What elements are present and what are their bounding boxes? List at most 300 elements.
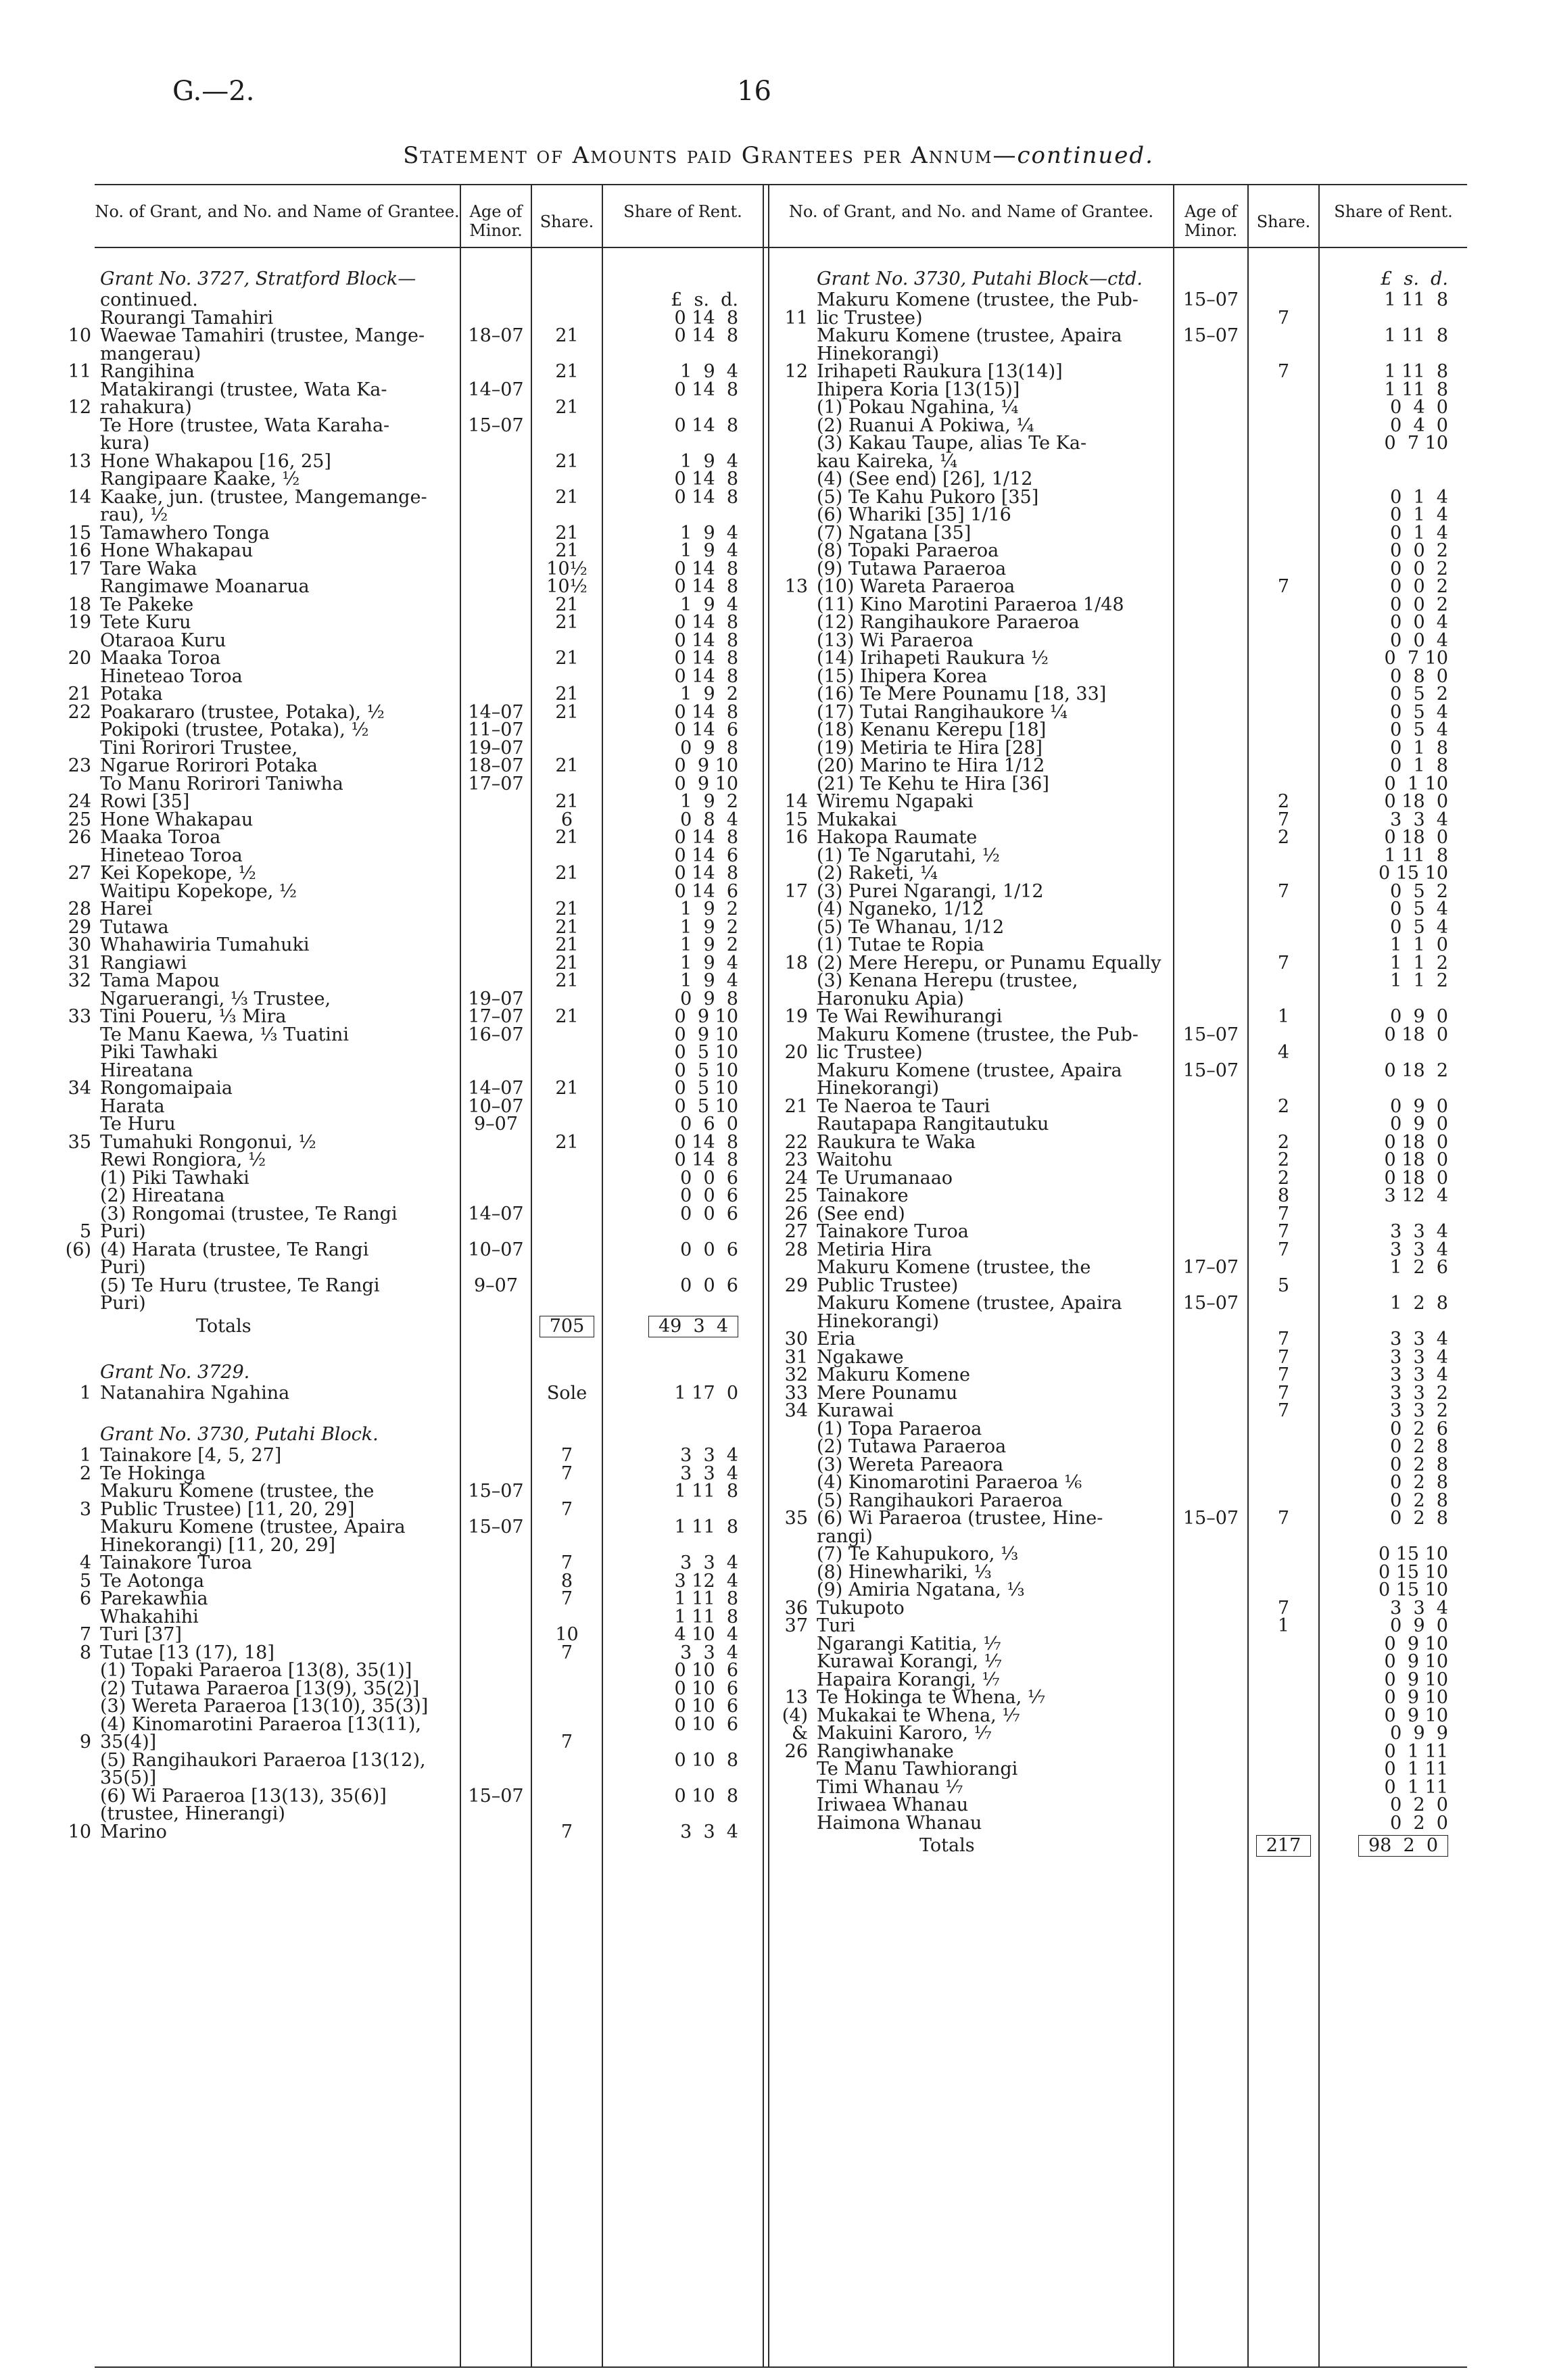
- rent-value: 0 2 0: [1390, 1794, 1448, 1815]
- rent-value: 0 14 8: [674, 827, 738, 848]
- minor-age: 14–07: [468, 1203, 524, 1224]
- table-row: [771, 829, 1467, 847]
- table-row: [771, 1366, 1467, 1385]
- share-value: 7: [1277, 1239, 1290, 1260]
- grantee-name: Makuru Komene (trustee, the: [100, 1481, 375, 1502]
- grantee-name: Harei: [100, 899, 153, 920]
- grantee-name: (16) Te Mere Pounamu [18, 33]: [817, 684, 1107, 705]
- rent-value: 0 14 6: [674, 719, 738, 740]
- grantee-name: 35(4)]: [100, 1732, 157, 1753]
- grantee-name: Tama Mapou: [100, 970, 220, 991]
- rent-value: 1 1 2: [1390, 952, 1448, 974]
- table-row: [771, 1008, 1467, 1026]
- table-row: [54, 1295, 761, 1313]
- grantee-name: Tare Waka: [100, 558, 197, 579]
- table-row: [771, 1310, 1467, 1332]
- share-value: 7: [1277, 361, 1290, 382]
- table-row: [54, 578, 761, 596]
- grantee-name: (3) Rongomai (trustee, Te Rangi: [100, 1203, 398, 1224]
- rent-value: 0 1 4: [1390, 522, 1448, 544]
- rent-value: 0 14 8: [674, 379, 738, 400]
- rent-value: 1 11 8: [674, 1517, 738, 1538]
- table-row: [771, 542, 1467, 561]
- grantee-name: Puri): [100, 1293, 146, 1314]
- grantee-name: lic Trustee): [817, 307, 923, 329]
- grant-number: 18: [68, 594, 91, 615]
- share-value: 7: [1277, 880, 1290, 902]
- minor-age: 19–07: [468, 988, 524, 1009]
- grant-number: 29: [784, 1275, 808, 1296]
- table-row: [771, 1187, 1467, 1206]
- minor-age: 15–07: [1182, 1508, 1239, 1529]
- grantee-name: (1) Topa Paraeroa: [817, 1418, 982, 1439]
- grantee-name: Tini Rorirori Trustee,: [100, 737, 298, 759]
- grant-number: 31: [68, 952, 91, 974]
- table-row: [54, 1662, 761, 1680]
- grantee-name: continued.: [100, 289, 198, 310]
- rent-value: 1 9 2: [680, 934, 738, 955]
- grantee-name: (5) Te Whanau, 1/12: [817, 916, 1005, 938]
- grantee-name: Ngarue Rorirori Potaka: [100, 755, 318, 776]
- minor-age: 15–07: [468, 1517, 524, 1538]
- rent-value: 49 3 4: [603, 1313, 738, 1340]
- grant-number: 20: [68, 648, 91, 669]
- rent-value: 1 1 2: [1390, 970, 1448, 991]
- share-value: Sole: [546, 1382, 588, 1404]
- table-row: [54, 936, 761, 955]
- left-col-head-age: Age of Minor.: [469, 202, 523, 240]
- rent-value: 3 3 4: [1390, 1239, 1448, 1260]
- grantee-name: (5) Rangihaukori Paraeroa: [817, 1490, 1063, 1511]
- grantee-name: Poakararo (trustee, Potaka), ½: [100, 701, 385, 723]
- grant-number: 15: [68, 522, 91, 544]
- rent-value: 3 3 4: [680, 1821, 738, 1842]
- rent-value: 0 1 4: [1390, 486, 1448, 508]
- table-row: [771, 435, 1467, 453]
- rent-value: 0 14 8: [674, 307, 738, 329]
- minor-age: 15–07: [1182, 1024, 1239, 1045]
- grantee-name: Makuru Komene (trustee, the Pub-: [817, 289, 1139, 310]
- rent-value: 1 11 8: [674, 1588, 738, 1609]
- grantee-name: Makuru Komene (trustee, the: [817, 1257, 1091, 1278]
- grantee-name: (2) Hireatana: [100, 1185, 225, 1206]
- grantee-name: Makuru Komene (trustee, Apaira: [100, 1517, 406, 1538]
- grantee-name: Grant No. 3729.: [100, 1361, 250, 1383]
- rent-value: 3 3 4: [1390, 1221, 1448, 1242]
- grant-number: 5: [79, 1570, 91, 1592]
- rent-value: 1 1 0: [1390, 934, 1448, 955]
- table-row: [54, 1044, 761, 1062]
- table-row: [54, 399, 761, 417]
- table-row: [771, 1151, 1467, 1170]
- rent-value: 0 0 4: [1390, 612, 1448, 633]
- grantee-name: (5) Te Kahu Pukoro [35]: [817, 486, 1039, 508]
- rent-value: 0 5 10: [674, 1042, 738, 1063]
- grantee-name: (4) Harata (trustee, Te Rangi: [100, 1239, 369, 1260]
- grantee-name: (20) Marino te Hira 1/12: [817, 755, 1045, 776]
- share-value: 7: [1277, 1329, 1290, 1350]
- grantee-name: Piki Tawhaki: [100, 1042, 218, 1063]
- rent-value: 0 14 8: [674, 469, 738, 490]
- grant-number: 32: [68, 970, 91, 991]
- grant-number: 16: [68, 540, 91, 561]
- rent-value: 0 7 10: [1384, 648, 1448, 669]
- share-value: 21: [555, 612, 579, 633]
- table-row: [54, 1360, 761, 1385]
- share-value: 7: [1277, 1203, 1290, 1224]
- grantee-name: Maaka Toroa: [100, 827, 221, 848]
- minor-age: 15–07: [468, 1481, 524, 1502]
- grantee-name: (2) Ruanui A Pokiwa, ¼: [817, 414, 1034, 436]
- minor-age: 11–07: [468, 719, 524, 740]
- grant-number: 36: [784, 1597, 808, 1619]
- grantee-name: Kurawai: [817, 1400, 894, 1421]
- grant-number: 14: [784, 791, 808, 812]
- grantee-name: Makuru Komene (trustee, the Pub-: [817, 1024, 1139, 1045]
- grantee-name: To Manu Rorirori Taniwha: [100, 773, 343, 794]
- grantee-name: (7) Te Kahupukoro, ⅓: [817, 1544, 1019, 1565]
- grantee-name: lic Trustee): [817, 1042, 923, 1063]
- grantee-name: rau), ½: [100, 504, 168, 525]
- grantee-name: Rautapapa Rangitautuku: [817, 1114, 1049, 1135]
- rent-value: 3 3 2: [1390, 1400, 1448, 1421]
- rent-value: 0 9 0: [1390, 1615, 1448, 1636]
- table-row: [54, 414, 761, 436]
- table-row: [771, 757, 1467, 776]
- grantee-name: Hinekorangi) [11, 20, 29]: [100, 1534, 336, 1556]
- grantee-name: (3) Kenana Herepu (trustee,: [817, 970, 1078, 991]
- grantee-name: Rangiawi: [100, 952, 187, 974]
- grantee-name: (15) Ihipera Korea: [817, 665, 988, 687]
- table-row: [771, 936, 1467, 955]
- rent-value: 1 11 8: [1384, 379, 1448, 400]
- grantee-name: Grant No. 3730, Putahi Block.: [100, 1424, 379, 1445]
- grantee-name: (1) Topaki Paraeroa [13(8), 35(1)]: [100, 1660, 412, 1681]
- grantee-name: (18) Kenanu Kerepu [18]: [817, 719, 1047, 740]
- table-row: [54, 1277, 761, 1295]
- top-rule: [95, 184, 1467, 185]
- grantee-name: (3) Wereta Pareaora: [817, 1454, 1004, 1475]
- rent-value: 0 1 8: [1390, 737, 1448, 759]
- share-value: 21: [555, 791, 579, 812]
- grantee-name: Mukakai: [817, 809, 897, 830]
- grantee-name: Harata: [100, 1095, 165, 1117]
- share-value: 8: [1277, 1185, 1290, 1206]
- grantee-name: Tete Kuru: [100, 612, 191, 633]
- rent-value: 0 0 6: [680, 1239, 738, 1260]
- grantee-name: Tainakore: [817, 1185, 909, 1206]
- rent-value: 98 2 0: [1320, 1832, 1448, 1859]
- table-row: [54, 880, 761, 902]
- rent-value: 0 6 0: [680, 1114, 738, 1135]
- grant-number: 33: [784, 1382, 808, 1404]
- rent-value: 0 9 10: [1384, 1633, 1448, 1655]
- share-value: 21: [555, 540, 579, 561]
- grantee-name: Kei Kopekope, ½: [100, 863, 256, 884]
- rent-value: 0 14 8: [674, 1131, 738, 1153]
- right-col-head-name: No. of Grant, and No. and Name of Grantee.: [788, 202, 1154, 221]
- rent-value: 0 18 0: [1384, 1024, 1448, 1045]
- rent-value: 0 9 0: [1390, 1006, 1448, 1027]
- grant-number: 1: [79, 1445, 91, 1466]
- grantee-name: Te Wai Rewihurangi: [817, 1006, 1003, 1027]
- grant-number: 28: [68, 899, 91, 920]
- table-row: [771, 1331, 1467, 1349]
- share-value: 217: [1249, 1832, 1318, 1859]
- rent-value: 0 1 11: [1384, 1740, 1448, 1762]
- table-row: [771, 1259, 1467, 1277]
- table-row: [54, 1821, 761, 1842]
- table-row: [771, 686, 1467, 704]
- share-value: 7: [560, 1462, 573, 1484]
- grantee-name: Waitipu Kopekope, ½: [100, 880, 297, 902]
- grantee-name: Haimona Whanau: [817, 1812, 982, 1834]
- rent-value: 0 7 10: [1384, 433, 1448, 454]
- grantee-name: Makuru Komene (trustee, Apaira: [817, 1060, 1122, 1081]
- grant-number: 11: [784, 307, 808, 329]
- grant-number: 25: [68, 809, 91, 830]
- table-row: [54, 829, 761, 847]
- grantee-name: Waewae Tamahiri (trustee, Mange-: [100, 325, 425, 346]
- grantee-name: (1) Tutae te Ropia: [817, 934, 984, 955]
- rent-value: 0 9 10: [674, 773, 738, 794]
- grantee-name: Timi Whanau ⅐: [817, 1776, 963, 1798]
- grant-number: 6: [79, 1588, 91, 1609]
- bottom-rule: [95, 2366, 1467, 2368]
- grant-number: 17: [784, 880, 808, 902]
- grantee-name: Hinekorangi): [817, 1310, 940, 1332]
- grantee-name: Tumahuki Rongonui, ½: [100, 1131, 316, 1153]
- grantee-name: Iriwaea Whanau: [817, 1794, 969, 1815]
- table-row: [54, 471, 761, 489]
- share-value: 2: [1277, 1131, 1290, 1153]
- grantee-name: Puri): [100, 1257, 146, 1278]
- grantee-name: (9) Amiria Ngatana, ⅓: [817, 1579, 1025, 1600]
- rent-value: 0 9 10: [674, 1024, 738, 1045]
- grantee-name: (8) Hinewhariki, ⅓: [817, 1561, 992, 1583]
- table-row: [54, 1483, 761, 1501]
- right-col-head-age: Age of Minor.: [1184, 202, 1238, 240]
- rent-value: 0 14 8: [674, 612, 738, 633]
- share-value: 21: [555, 755, 579, 776]
- minor-age: 15–07: [1182, 1293, 1239, 1314]
- left-col-head-name: No. of Grant, and No. and Name of Grantee.: [95, 202, 460, 221]
- grantee-name: Rewi Rongiora, ½: [100, 1149, 266, 1170]
- share-value: 7: [1277, 1346, 1290, 1368]
- table-row: [771, 1116, 1467, 1134]
- table-row: [54, 1749, 761, 1771]
- grantee-name: Te Urumanaao: [817, 1167, 953, 1189]
- grantee-name: Mukakai te Whena, ⅐: [817, 1705, 1020, 1726]
- table-row: [54, 972, 761, 991]
- rent-value: 3 12 4: [1384, 1185, 1448, 1206]
- grant-number: 34: [784, 1400, 808, 1421]
- share-value: 7: [560, 1732, 573, 1753]
- table-row: [54, 865, 761, 883]
- table-row: [771, 1223, 1467, 1241]
- table-row: [54, 793, 761, 811]
- share-value: 5: [1277, 1275, 1290, 1296]
- share-value: 21: [555, 325, 579, 346]
- rent-value: 1 9 4: [680, 450, 738, 472]
- table-row: [54, 1805, 761, 1824]
- rent-value: 0 2 8: [1390, 1436, 1448, 1457]
- share-value: 7: [1277, 1597, 1290, 1619]
- grantee-name: Kurawai Korangi, ⅐: [817, 1651, 1002, 1672]
- rent-value: 0 4 0: [1390, 397, 1448, 418]
- grant-number: 34: [68, 1078, 91, 1099]
- rent-value: 1 9 2: [680, 791, 738, 812]
- grantee-name: Makuru Komene (trustee, Apaira: [817, 325, 1122, 346]
- table-row: [54, 363, 761, 381]
- grantee-name: Hinekorangi): [817, 343, 940, 364]
- table-row: [54, 506, 761, 525]
- grant-number: 14: [68, 486, 91, 508]
- minor-age: 15–07: [468, 1785, 524, 1807]
- table-row: [54, 650, 761, 668]
- share-value: 21: [555, 684, 579, 705]
- table-row: [771, 506, 1467, 525]
- rent-value: 0 14 8: [674, 648, 738, 669]
- grantee-name: Natanahira Ngahina: [100, 1382, 290, 1404]
- table-row: [54, 1713, 761, 1735]
- rent-value: 0 14 8: [674, 629, 738, 651]
- rent-value: 0 15 10: [1378, 1579, 1448, 1600]
- grantee-name: Turi [37]: [100, 1624, 182, 1645]
- grantee-name: Whakahihi: [100, 1606, 199, 1627]
- grantee-name: (4) Kinomarotini Paraeroa [13(11),: [100, 1713, 422, 1735]
- grant-number: 12: [68, 397, 91, 418]
- grantee-name: Tutae [13 (17), 18]: [100, 1642, 274, 1663]
- rent-value: 0 9 10: [1384, 1705, 1448, 1726]
- share-value: 7: [1277, 1382, 1290, 1404]
- grant-number: 27: [784, 1221, 808, 1242]
- table-row: [54, 1554, 761, 1573]
- grantee-name: Rangipaare Kaake, ½: [100, 469, 300, 490]
- table-row: [771, 291, 1467, 310]
- grantee-name: Hone Whakapou [16, 25]: [100, 450, 331, 472]
- grantee-name: Tini Poueru, ⅓ Mira: [100, 1006, 287, 1027]
- table-row: [771, 1510, 1467, 1528]
- grant-number: 37: [784, 1615, 808, 1636]
- rent-value: 0 1 11: [1384, 1759, 1448, 1780]
- share-value: 10: [555, 1624, 579, 1645]
- grantee-name: (8) Topaki Paraeroa: [817, 540, 999, 561]
- grantee-name: (12) Rangihaukore Paraeroa: [817, 612, 1080, 633]
- grantee-name: (21) Te Kehu te Hira [36]: [817, 773, 1049, 794]
- grantee-name: rangi): [817, 1525, 873, 1547]
- table-row: [54, 614, 761, 632]
- grantee-name: Te Hore (trustee, Wata Karaha-: [100, 414, 390, 436]
- grantee-name: Wiremu Ngapaki: [817, 791, 974, 812]
- table-row: [54, 1313, 761, 1340]
- grantee-name: (13) Wi Paraeroa: [817, 629, 974, 651]
- grantee-name: Hireatana: [100, 1060, 193, 1081]
- share-value: 7: [1277, 576, 1290, 597]
- grantee-name: Tutawa: [100, 916, 169, 938]
- grantee-name: Ihipera Koria [13(15)]: [817, 379, 1020, 400]
- grantee-name: Puri): [100, 1221, 146, 1242]
- share-value: 7: [560, 1821, 573, 1842]
- rent-value: 0 0 4: [1390, 629, 1448, 651]
- rent-value: 0 14 8: [674, 701, 738, 723]
- rent-value: 1 9 4: [680, 952, 738, 974]
- table-row: [54, 1116, 761, 1134]
- table-row: [771, 1438, 1467, 1456]
- table-row: [54, 1447, 761, 1465]
- table-row: [54, 1626, 761, 1644]
- grantee-name: Ngaruerangi, ⅓ Trustee,: [100, 988, 331, 1009]
- rent-value: 0 9 10: [1384, 1669, 1448, 1690]
- rent-value: 0 8 4: [680, 809, 738, 830]
- grant-number: 19: [784, 1006, 808, 1027]
- minor-age: 9–07: [473, 1275, 519, 1296]
- share-value: 21: [555, 1131, 579, 1153]
- rent-value: 0 1 8: [1390, 755, 1448, 776]
- grantee-name: (5) Te Huru (trustee, Te Rangi: [100, 1275, 380, 1296]
- grant-number: 30: [784, 1329, 808, 1350]
- grant-number: 11: [68, 361, 91, 382]
- rent-value: 0 1 10: [1384, 773, 1448, 794]
- table-row: [771, 1546, 1467, 1564]
- grantee-name: Waitohu: [817, 1149, 893, 1170]
- grant-number: 22: [68, 701, 91, 723]
- share-value: 7: [1277, 1508, 1290, 1529]
- grantee-name: (2) Tutawa Paraeroa [13(9), 35(2)]: [100, 1677, 420, 1699]
- share-value: 21: [555, 827, 579, 848]
- grantee-name: Hakopa Raumate: [817, 827, 978, 848]
- table-row: [771, 1617, 1467, 1636]
- grantee-name: Tamawhero Tonga: [100, 522, 270, 544]
- grantee-name: (See end): [817, 1203, 905, 1224]
- rent-value: 0 14 8: [674, 325, 738, 346]
- share-value: 21: [555, 1078, 579, 1099]
- grantee-name: Grant No. 3730, Putahi Block—ctd.: [817, 268, 1143, 289]
- table-row: [771, 1832, 1467, 1859]
- table-row: [54, 1340, 761, 1360]
- rent-value: 3 3 4: [680, 1462, 738, 1484]
- grantee-name: (4) Nganeko, 1/12: [817, 899, 984, 920]
- share-value: 7: [1277, 1400, 1290, 1421]
- grant-number: (4): [782, 1705, 808, 1726]
- table-row: [771, 901, 1467, 919]
- table-row: [771, 267, 1467, 291]
- grantee-name: Te Naeroa te Tauri: [817, 1095, 990, 1117]
- rent-value: 0 0 6: [680, 1185, 738, 1206]
- share-value: 21: [555, 916, 579, 938]
- table-row: [54, 1698, 761, 1716]
- rent-value: 0 15 10: [1378, 863, 1448, 884]
- grant-number: &: [791, 1723, 808, 1744]
- grantee-name: Rangihina: [100, 361, 195, 382]
- grant-number: 23: [784, 1149, 808, 1170]
- rent-value: £ s. d.: [671, 289, 738, 310]
- grantee-name: Marino: [100, 1821, 167, 1842]
- grantee-name: Ngakawe: [817, 1346, 904, 1368]
- minor-age: 14–07: [468, 701, 524, 723]
- table-row: [54, 435, 761, 453]
- share-value: 2: [1277, 827, 1290, 848]
- table-row: [771, 972, 1467, 991]
- grantee-name: Tainakore [4, 5, 27]: [100, 1445, 282, 1466]
- grantee-name: (5) Rangihaukori Paraeroa [13(12),: [100, 1749, 426, 1771]
- rent-value: 1 11 8: [1384, 361, 1448, 382]
- page-title: [0, 142, 1557, 169]
- grant-number: 15: [784, 809, 808, 830]
- share-value: 7: [560, 1445, 573, 1466]
- rent-value: 0 9 10: [1384, 1687, 1448, 1708]
- rent-value: 0 9 0: [1390, 1095, 1448, 1117]
